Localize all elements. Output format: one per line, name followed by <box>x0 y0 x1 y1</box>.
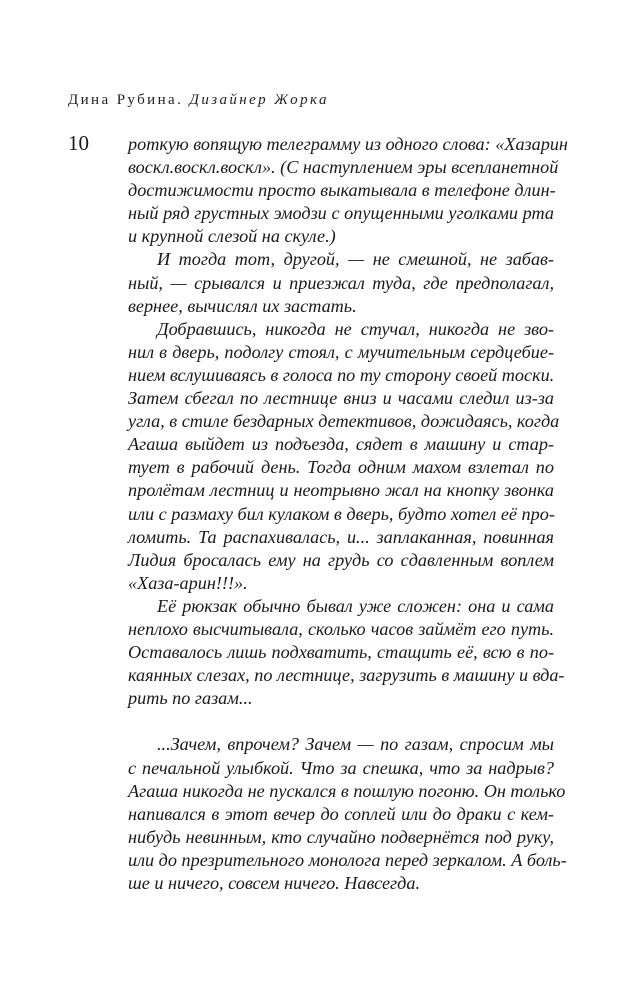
text-line: ный, — срывался и приезжал туда, где предполагал, <box>128 272 554 293</box>
running-head-author: Дина Рубина. <box>68 92 184 108</box>
text-line: ный ряд грустных эмодзи с опущенными уголками рта <box>128 203 554 224</box>
text-line: Затем сбегал по лестнице вниз и часами следил из-за <box>128 388 554 409</box>
text-line: Агаша никогда не пускался в пошлую погоню. Он только <box>128 780 566 801</box>
text-line: Оставалось лишь подхватить, стащить её, всю в по- <box>128 642 554 663</box>
running-head-title: Дизайнер Жорка <box>189 92 329 108</box>
paragraph <box>128 133 568 248</box>
text-line: каянных слезах, по лестнице, загрузить в машину и вда- <box>128 665 565 686</box>
section-break <box>128 710 554 733</box>
text-line: нибудь невинным, кто случайно подвернётся под руку, <box>128 826 554 847</box>
page-number: 10 <box>68 131 89 155</box>
text-line: роткую вопящую телеграмму из одного слова: «Хазарин <box>128 134 568 154</box>
text-line: нил в дверь, подолгу стоял, с мучительным сердцебие- <box>128 341 554 362</box>
text-line: неплохо высчитывала, сколько часов займёт его путь. <box>128 618 554 639</box>
text-line: с печальной улыбкой. Что за спешка, что за надрыв? <box>128 757 554 778</box>
body-text <box>128 133 568 895</box>
paragraph <box>128 318 560 595</box>
text-line: или до презрительного монолога перед зеркалом. А боль- <box>128 849 567 870</box>
text-line: нием вслушиваясь в голоса по ту сторону своей тоски. <box>128 364 555 385</box>
paragraph <box>128 248 554 317</box>
text-line: тует в рабочий день. Тогда одним махом взлетал по <box>128 457 554 478</box>
running-head <box>68 92 329 109</box>
text-line: Агаша выйдет из подъезда, сядет в машину и стар- <box>128 434 554 455</box>
text-line: или с размаху бил кулаком в дверь, будто хотел её про- <box>128 503 555 524</box>
text-line: достижимости просто выкатывала в телефоне длин- <box>128 180 556 201</box>
text-line: Лидия бросалась ему на грудь со сдавленным воплем <box>128 549 554 570</box>
text-line: угла, в стиле бездарных детективов, дожидаясь, когда <box>128 411 560 432</box>
paragraph <box>128 733 567 895</box>
text-line: И тогда тот, другой, — не смешной, не забав- <box>157 249 554 270</box>
text-line: ше и ничего, совсем ничего. Навсегда. <box>128 873 420 893</box>
text-line: воскл.воскл.воскл». (С наступлением эры всепланетной <box>128 157 559 178</box>
text-line: вернее, вычислял их застать. <box>128 295 357 316</box>
text-line: «Хаза-арин!!!». <box>128 572 248 593</box>
text-line: Её рюкзак обычно бывал уже сложен: она и сама <box>157 595 554 616</box>
text-line: ломить. Та распахивалась, и... заплаканная, повинная <box>128 526 554 547</box>
text-line: ...Зачем, впрочем? Зачем — по газам, спросим мы <box>157 734 554 755</box>
text-line: и крупной слезой на скуле.) <box>128 226 336 247</box>
paragraph <box>128 595 565 710</box>
text-line: пролётам лестниц и неотрывно жал на кнопку звонка <box>128 480 554 501</box>
text-line: Добравшись, никогда не стучал, никогда не зво- <box>157 318 554 339</box>
text-line: рить по газам... <box>128 688 253 709</box>
text-line: напивался в этот вечер до соплей или до драки с кем- <box>128 803 554 824</box>
